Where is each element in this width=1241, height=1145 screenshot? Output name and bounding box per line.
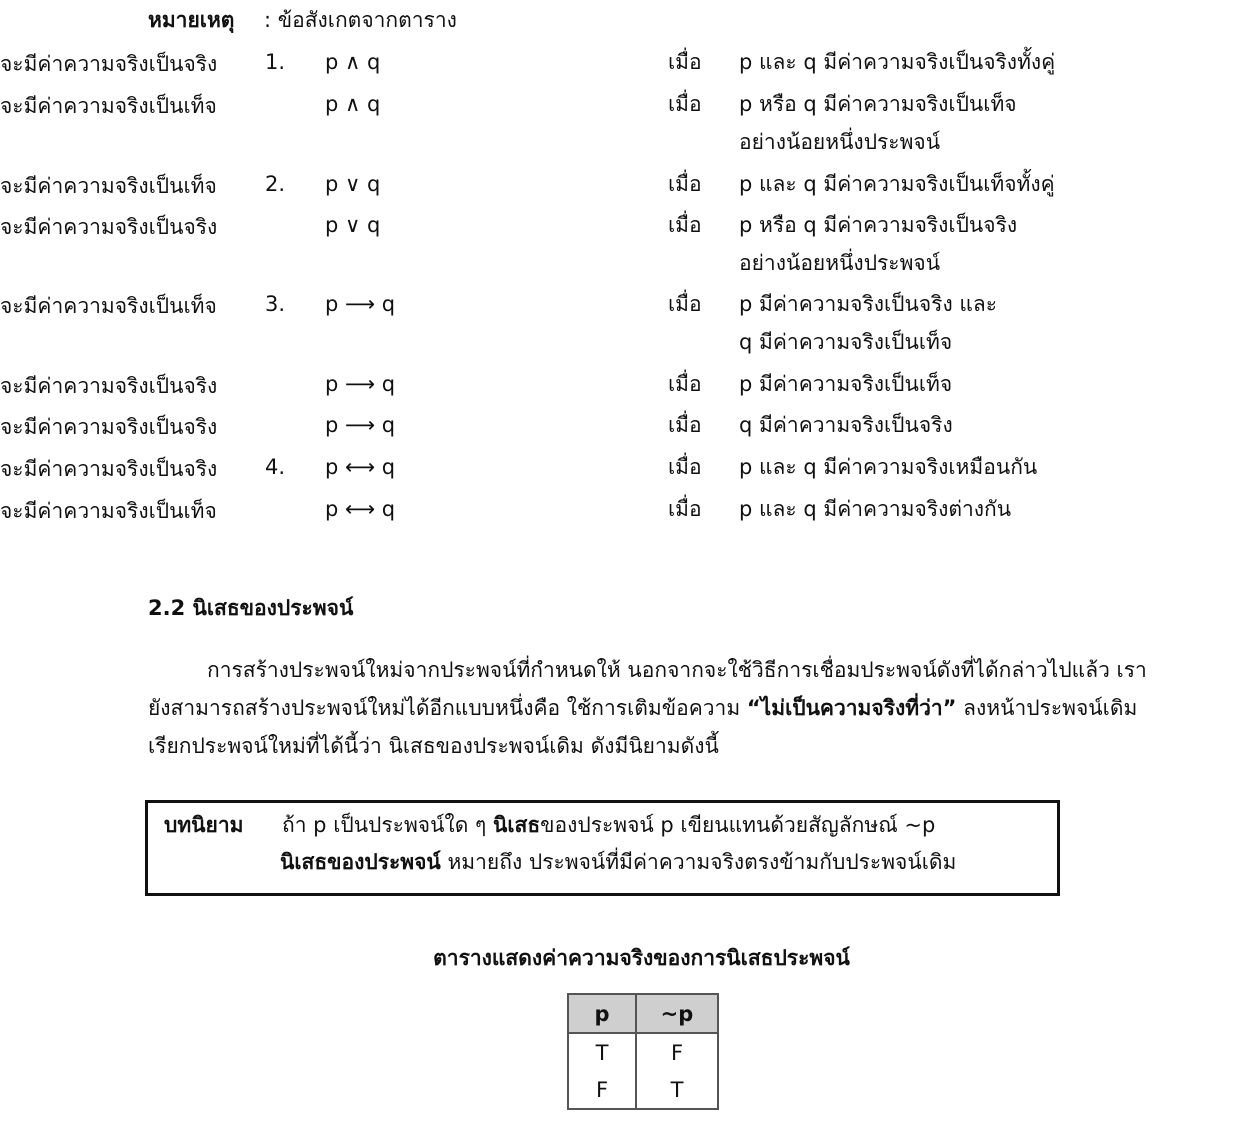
observation-row bbox=[0, 92, 1241, 154]
table-header-not-p: ~p bbox=[636, 994, 718, 1033]
logic-expression: p ∧ q bbox=[325, 92, 381, 116]
condition-text: p หรือ q มีค่าความจริงเป็นจริง bbox=[739, 213, 1018, 237]
definition-label: บทนิยาม bbox=[164, 813, 244, 837]
logic-expression: p ⟶ q bbox=[325, 292, 396, 316]
paragraph-line-2-tail: ลงหน้าประพจน์เดิม bbox=[956, 696, 1138, 720]
table-row bbox=[568, 1033, 718, 1071]
when-word: เมื่อ bbox=[668, 92, 702, 116]
truth-value-text: จะมีค่าความจริงเป็นเท็จ bbox=[0, 499, 217, 523]
logic-expression: p ⟶ q bbox=[325, 413, 396, 437]
condition-text: p มีค่าความจริงเป็นจริง และ bbox=[739, 292, 998, 316]
definition-line-2-tail: หมายถึง ประพจน์ที่มีค่าความจริงตรงข้ามกับประพจน์เดิม bbox=[440, 850, 957, 874]
observation-row bbox=[0, 52, 1241, 76]
definition-line-1-text: ถ้า p เป็นประพจน์ใด ๆ bbox=[282, 813, 493, 837]
section-title: 2.2 นิเสธของประพจน์ bbox=[148, 596, 354, 620]
when-word: เมื่อ bbox=[668, 413, 702, 437]
truth-value-text: จะมีค่าความจริงเป็นเท็จ bbox=[0, 94, 217, 118]
condition-text: p และ q มีค่าความจริงเป็นจริงทั้งคู่ bbox=[739, 50, 1056, 74]
note-subheading: : ข้อสังเกตจากตาราง bbox=[264, 8, 457, 32]
truth-value-text: จะมีค่าความจริงเป็นเท็จ bbox=[0, 174, 217, 198]
table-row bbox=[568, 1071, 718, 1109]
table-cell: T bbox=[636, 1071, 718, 1109]
condition-text: p มีค่าความจริงเป็นเท็จ bbox=[739, 372, 953, 396]
truth-value-text: จะมีค่าความจริงเป็นจริง bbox=[0, 52, 218, 76]
condition-continuation: q มีค่าความจริงเป็นเท็จ bbox=[739, 330, 953, 354]
condition-text: p และ q มีค่าความจริงเป็นเท็จทั้งคู่ bbox=[739, 172, 1055, 196]
logic-expression: p ⟷ q bbox=[325, 497, 396, 521]
quoted-phrase: “ไม่เป็นความจริงที่ว่า” bbox=[746, 696, 957, 720]
when-word: เมื่อ bbox=[668, 455, 702, 479]
observation-row bbox=[0, 374, 1241, 398]
truth-value-text: จะมีค่าความจริงเป็นเท็จ bbox=[0, 294, 217, 318]
truth-table bbox=[567, 993, 719, 1110]
condition-text: p และ q มีค่าความจริงเหมือนกัน bbox=[739, 455, 1038, 479]
observation-row bbox=[0, 457, 1241, 481]
condition-text: q มีค่าความจริงเป็นจริง bbox=[739, 413, 953, 437]
table-cell: F bbox=[636, 1033, 718, 1071]
when-word: เมื่อ bbox=[668, 497, 702, 521]
logic-expression: p ∨ q bbox=[325, 172, 381, 196]
logic-expression: p ⟷ q bbox=[325, 455, 396, 479]
when-word: เมื่อ bbox=[668, 372, 702, 396]
truth-value-text: จะมีค่าความจริงเป็นจริง bbox=[0, 415, 218, 439]
observation-number: 4. bbox=[265, 455, 286, 479]
logic-expression: p ∧ q bbox=[325, 50, 381, 74]
observation-row bbox=[0, 292, 1241, 354]
logic-expression: p ⟶ q bbox=[325, 372, 396, 396]
note-heading: หมายเหตุ bbox=[148, 8, 235, 32]
paragraph-line-1: การสร้างประพจน์ใหม่จากประพจน์ที่กำหนดให้ นอกจากจะใช้วิธีการเชื่อมประพจน์ดังที่ได้กล่าวไปแล้ว เรา bbox=[207, 658, 1147, 682]
condition-text: p และ q มีค่าความจริงต่างกัน bbox=[739, 497, 1012, 521]
paragraph-line-2 bbox=[148, 698, 1137, 719]
table-cell: F bbox=[568, 1071, 636, 1109]
table-header-p: p bbox=[568, 994, 636, 1033]
truth-value-text: จะมีค่าความจริงเป็นจริง bbox=[0, 457, 218, 481]
definition-line-2 bbox=[280, 852, 956, 873]
logic-expression: p ∨ q bbox=[325, 213, 381, 237]
condition-continuation: อย่างน้อยหนึ่งประพจน์ bbox=[739, 251, 941, 275]
definition-line-1-tail: ของประพจน์ p เขียนแทนด้วยสัญลักษณ์ ~p bbox=[540, 813, 936, 837]
truth-value-text: จะมีค่าความจริงเป็นจริง bbox=[0, 374, 218, 398]
observation-row bbox=[0, 213, 1241, 275]
condition-text: p หรือ q มีค่าความจริงเป็นเท็จ bbox=[739, 92, 1017, 116]
when-word: เมื่อ bbox=[668, 292, 702, 316]
observation-row bbox=[0, 174, 1241, 198]
paragraph-line-3: เรียกประพจน์ใหม่ที่ได้นี้ว่า นิเสธของประพจน์เดิม ดังมีนิยามดังนี้ bbox=[148, 734, 719, 758]
observation-number: 3. bbox=[265, 292, 286, 316]
paragraph-line-2-text: ยังสามารถสร้างประพจน์ใหม่ได้อีกแบบหนึ่งคือ ใช้การเติมข้อความ bbox=[148, 696, 747, 720]
condition-continuation: อย่างน้อยหนึ่งประพจน์ bbox=[739, 130, 941, 154]
when-word: เมื่อ bbox=[668, 50, 702, 74]
truth-value-text: จะมีค่าความจริงเป็นจริง bbox=[0, 215, 218, 239]
observation-row bbox=[0, 415, 1241, 439]
when-word: เมื่อ bbox=[668, 213, 702, 237]
table-cell: T bbox=[568, 1033, 636, 1071]
negation-term: นิเสธ bbox=[492, 813, 541, 837]
when-word: เมื่อ bbox=[668, 172, 702, 196]
observation-number: 1. bbox=[265, 50, 286, 74]
negation-of-proposition-term: นิเสธของประพจน์ bbox=[280, 850, 441, 874]
observation-row bbox=[0, 499, 1241, 523]
definition-line-1 bbox=[282, 815, 935, 836]
truth-table-title: ตารางแสดงค่าความจริงของการนิเสธประพจน์ bbox=[433, 946, 850, 970]
observation-number: 2. bbox=[265, 172, 286, 196]
